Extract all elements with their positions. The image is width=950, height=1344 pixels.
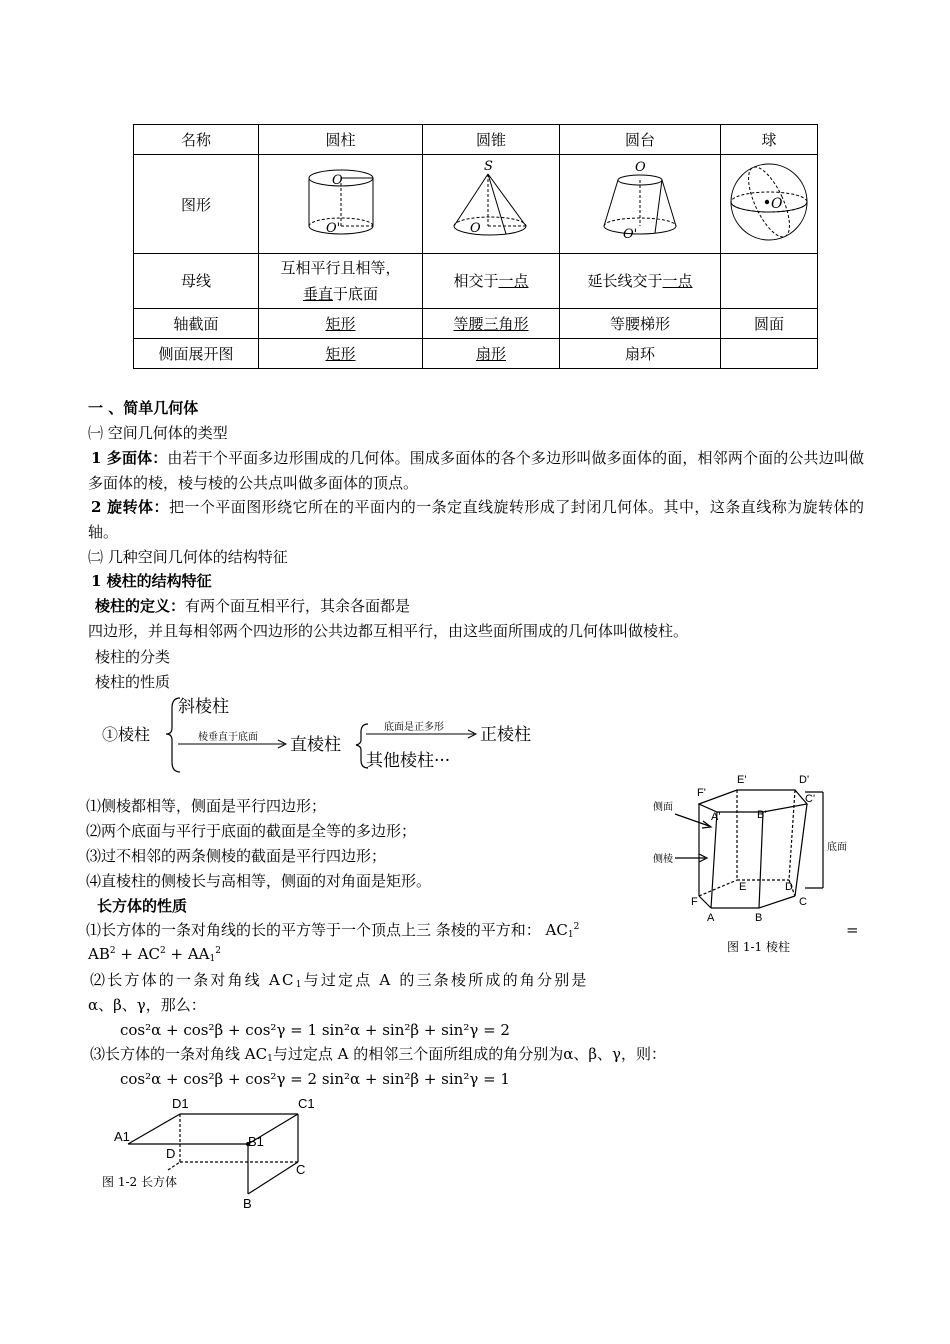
header-cone: 圆锥 (423, 125, 560, 155)
sphere-label-o: O (771, 196, 783, 212)
polyhedron-paragraph: 1 多面体：由若干个平面多边形围成的几何体。围成多面体的各个多边形叫做多面体的面，相邻两个面的公共边叫做多面体的棱，棱与棱的公共点叫做多面体的顶点。 (88, 449, 864, 492)
cuboid-heading: 长方体的性质 (97, 897, 188, 915)
fig2-vertex-c1: C1 (298, 1096, 315, 1111)
tree-right: 直棱柱 (290, 735, 341, 755)
cone-figure (446, 158, 536, 246)
prism-property-4: ⑷直棱柱的侧棱长与高相等，侧面的对角面是矩形。 (86, 872, 432, 890)
header-name: 名称 (134, 125, 259, 155)
tree-regular: 正棱柱 (480, 725, 531, 745)
cone-label-o: O (470, 221, 481, 236)
table-lateral-row (134, 339, 818, 369)
prism-classification: 棱柱的分类 (95, 648, 171, 666)
fig1-vertex-b: B (755, 912, 763, 924)
lateral-sphere (721, 339, 818, 369)
frustum-label-o-prime: O' (623, 227, 638, 242)
subsection-types: ㈠ 空间几何体的类型 (88, 424, 228, 442)
fig1-vertex-e1: E' (737, 774, 747, 786)
cone-figure-cell (423, 155, 560, 254)
table-header-row (134, 125, 818, 155)
cuboid-property-3: ⑶长方体的一条对角线 $AC_1$与过定点 A 的相邻三个面所组成的角分别为α、β、γ，则： (90, 1045, 666, 1064)
frustum-label-o: O (635, 160, 646, 175)
axial-cylinder: 矩形 (259, 309, 423, 339)
cone-label-s: S (484, 159, 493, 174)
generatrix-cone: 相交于一点 (423, 254, 560, 309)
table-axial-row (134, 309, 818, 339)
figure-row-label: 图形 (134, 155, 259, 254)
generatrix-sphere (721, 254, 818, 309)
lateral-label: 侧面展开图 (134, 339, 259, 369)
cylinder-label-o-prime: O' (325, 221, 340, 236)
cuboid-property-2: ⑵长方体的一条对角线 $AC_1$与过定点 A 的三条棱所成的角分别是 (90, 971, 589, 990)
fig2-vertex-c: C (296, 1162, 306, 1177)
tree-arrow2-label: 底面是正多形 (384, 722, 444, 733)
cuboid-property-1-eq: = (846, 921, 859, 939)
fig1-vertex-a: A (707, 912, 715, 924)
frustum-figure (595, 158, 685, 246)
lateral-frustum: 扇环 (560, 339, 721, 369)
fig1-vertex-c: C (799, 896, 807, 908)
prism-properties-label: 棱柱的性质 (95, 673, 171, 691)
section-title: 一 、简单几何体 (88, 399, 199, 417)
fig1-vertex-f1: F' (697, 787, 706, 799)
axial-label: 轴截面 (134, 309, 259, 339)
prism-definition-1: 棱柱的定义：有两个面互相平行，其余各面都是 (95, 597, 411, 615)
fig1-side-edge-label: 侧棱 (653, 854, 673, 865)
cylinder-figure (296, 162, 386, 242)
fig1-vertex-d: D (785, 881, 793, 893)
prism-classification-tree (98, 694, 558, 778)
subsection-structure: ㈡ 几种空间几何体的结构特征 (88, 548, 288, 566)
geometry-table (133, 124, 818, 369)
fig2-caption: 图 1-2 长方体 (102, 1175, 177, 1189)
cylinder-label-o: O (331, 173, 343, 188)
fig1-vertex-d1: D' (799, 774, 810, 786)
fig2-vertex-a1: A1 (114, 1129, 130, 1144)
prism-property-2: ⑵两个底面与平行于底面的截面是全等的多边形； (86, 822, 417, 840)
cuboid-figure (98, 1094, 338, 1214)
tree-oblique: 斜棱柱 (178, 697, 229, 717)
cuboid-property-2-cont: α、β、γ，那么： (88, 996, 206, 1014)
lateral-cylinder: 矩形 (259, 339, 423, 369)
axial-frustum: 等腰梯形 (560, 309, 721, 339)
sphere-figure-cell (721, 155, 818, 254)
fig1-vertex-e: E (739, 881, 747, 893)
prism-definition-2: 四边形，并且每相邻两个四边形的公共边都互相平行，由这些面所围成的几何体叫做棱柱。 (88, 622, 689, 640)
fig1-vertex-c1: C' (805, 793, 816, 805)
cuboid-formula-1: cos²α + cos²β + cos²γ = 1 sin²α + sin²β + sin²γ = 2 (120, 1021, 510, 1039)
cuboid-property-1-formula: $AB^2 + AC^2 + AA_1^2$ (88, 945, 221, 964)
header-cylinder: 圆柱 (259, 125, 423, 155)
fig1-side-face-label: 侧面 (653, 802, 673, 813)
prism-heading: 1 棱柱的结构特征 (91, 572, 212, 590)
fig1-vertex-a1: A' (711, 811, 721, 823)
fig2-vertex-d1: D1 (172, 1096, 189, 1111)
fig1-vertex-b1: B' (757, 809, 767, 821)
axial-sphere: 圆面 (721, 309, 818, 339)
fig1-base-label: 底面 (827, 842, 847, 853)
sphere-figure (727, 160, 811, 244)
cuboid-formula-2: cos²α + cos²β + cos²γ = 2 sin²α + sin²β + sin²γ = 1 (120, 1070, 510, 1088)
table-figure-row (134, 155, 818, 254)
table-generatrix-row (134, 254, 818, 309)
generatrix-frustum: 延长线交于一点 (560, 254, 721, 309)
prism-property-1: ⑴侧棱都相等，侧面是平行四边形； (86, 797, 327, 815)
tree-other: 其他棱柱··· (366, 751, 451, 771)
prism-property-3: ⑶过不相邻的两条侧棱的截面是平行四边形； (86, 847, 387, 865)
cylinder-figure-cell (259, 155, 423, 254)
lateral-cone: 扇形 (423, 339, 560, 369)
fig1-vertex-f: F (691, 896, 698, 908)
fig2-vertex-d: D (166, 1146, 176, 1161)
header-sphere: 球 (721, 125, 818, 155)
cuboid-property-1: ⑴长方体的一条对角线的长的平方等于一个顶点上三 条棱的平方和： $AC_1^2$ (86, 921, 580, 940)
tree-arrow1-label: 棱垂直于底面 (198, 732, 258, 743)
header-frustum: 圆台 (560, 125, 721, 155)
fig1-caption: 图 1-1 棱柱 (727, 940, 790, 954)
generatrix-label: 母线 (134, 254, 259, 309)
tree-root: ①棱柱 (102, 725, 151, 744)
prism-figure (645, 768, 855, 964)
solid-of-revolution-paragraph: 2 旋转体：把一个平面图形绕它所在的平面内的一条定直线旋转形成了封闭几何体。其中，这条直线称为旋转体的轴。 (88, 498, 864, 541)
frustum-figure-cell (560, 155, 721, 254)
generatrix-cylinder: 互相平行且相等， 垂直于底面 (259, 254, 423, 309)
fig2-vertex-b: B (243, 1196, 252, 1211)
fig2-vertex-b1: B1 (248, 1134, 264, 1149)
axial-cone: 等腰三角形 (423, 309, 560, 339)
